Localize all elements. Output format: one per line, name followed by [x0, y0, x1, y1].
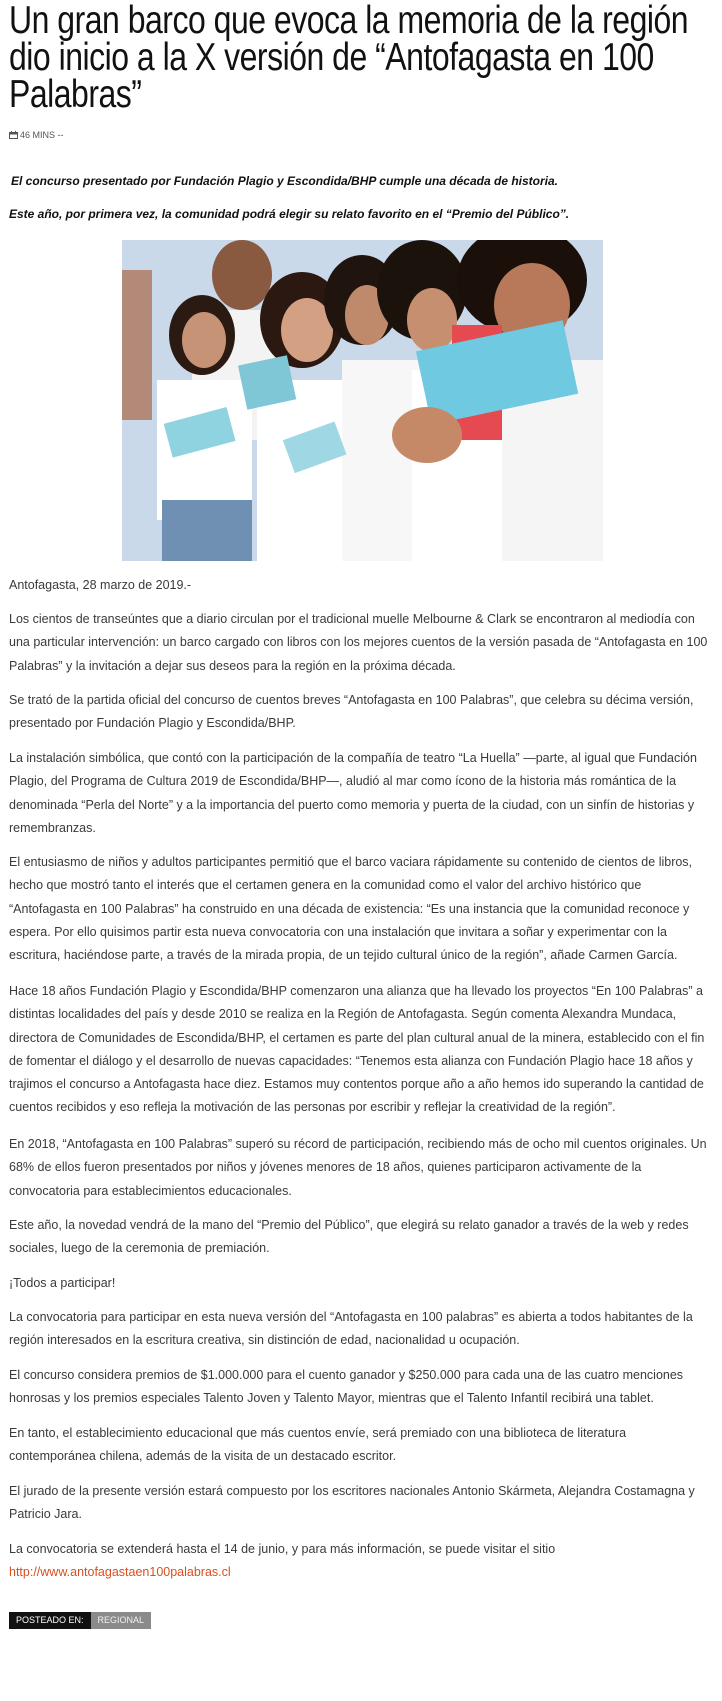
paragraph-text: La convocatoria se extenderá hasta el 14 de junio, y para más información, se puede visitar el sitio: [9, 1542, 556, 1556]
lead-paragraph-1: El concurso presentado por Fundación Plagio y Escondida/BHP cumple una década de historia.: [11, 174, 558, 188]
article-paragraph: ¡Todos a participar!: [9, 1276, 116, 1290]
article-title: Un gran barco que evoca la memoria de la región dio inicio a la X versión de “Antofagasta en 100 Palabras”: [9, 0, 689, 116]
article-paragraph: La instalación simbólica, que contó con la participación de la compañía de teatro “La Huella” —parte, al igual que Fundación Plagio, del Programa de Cultura 2019 de Escondida/BHP—, aludió al mar como ícono de la historia más romántica de la denominada “Perla del Norte” y a la importancia del puerto como memoria y puerta de la ciudad, con un sinfín de historias y remembranzas.: [9, 751, 697, 835]
article-paragraph: Este año, la novedad vendrá de la mano del “Premio del Público”, que elegirá su relato ganador a través de la web y redes sociales, luego de la ceremonia de premiación.: [9, 1218, 689, 1256]
article-paragraph: La convocatoria para participar en esta nueva versión del “Antofagasta en 100 palabras” es abierta a todos habitantes de la región interesados en la escritura creativa, sin distinción de edad, nacionalidad u ocupación.: [9, 1310, 693, 1348]
article-paragraph: El jurado de la presente versión estará compuesto por los escritores nacionales Antonio Skármeta, Alejandra Costamagna y Patricio Jara.: [9, 1484, 695, 1522]
calendar-icon: [9, 131, 18, 139]
article-paragraph: Se trató de la partida oficial del concurso de cuentos breves “Antofagasta en 100 Palabras”, que celebra su décima versión, presentado por Fundación Plagio y Escondida/BHP.: [9, 693, 694, 731]
lead-paragraph-2: Este año, por primera vez, la comunidad podrá elegir su relato favorito en el “Premio del Público”.: [9, 207, 570, 221]
post-tags: [9, 1612, 151, 1629]
article-photo: [122, 240, 603, 561]
article-paragraph: Los cientos de transeúntes que a diario circulan por el tradicional muelle Melbourne & Clark se encontraron al mediodía con una particular intervención: un barco cargado con libros con los mejores cuentos de la versión pasada de “Antofagasta en 100 Palabras” y la invitación a dejar sus deseos para la región en la próxima década.: [9, 612, 708, 673]
article-paragraph: [9, 1538, 709, 1585]
category-tag-regional[interactable]: REGIONAL: [91, 1612, 152, 1629]
article-paragraph: En 2018, “Antofagasta en 100 Palabras” superó su récord de participación, recibiendo más de ocho mil cuentos originales. Un 68% de ellos fueron presentados por niños y jóvenes menores de 18 años, quienes participaron activamente de la convocatoria para establecimientos educacionales.: [9, 1137, 707, 1198]
article-paragraph: El concurso considera premios de $1.000.000 para el cuento ganador y $250.000 para cada una de las cuatro menciones honrosas y los premios especiales Talento Joven y Talento Mayor, mientras que el Talento Infantil recibirá una tablet.: [9, 1368, 684, 1406]
posted-in-label: POSTEADO EN:: [9, 1612, 91, 1629]
article-paragraph: El entusiasmo de niños y adultos participantes permitió que el barco vaciara rápidamente su contenido de cientos de libros, hecho que mostró tanto el interés que el certamen genera en la comunidad como el valor del archivo histórico que “Antofagasta en 100 Palabras” ha construido en una década de existencia: “Es una instancia que la comunidad reconoce y espera. Por ello quisimos partir esta nueva convocatoria con una instalación que invitara a soñar y experimentar con la escritura, haciéndose parte, a través de la mirada propia, de un tejido cultural único de la región”, añade Carmen García.: [9, 855, 693, 963]
article-time: 46 MINS --: [20, 130, 64, 140]
website-link[interactable]: http://www.antofagastaen100palabras.cl: [9, 1565, 231, 1580]
article-paragraph: En tanto, el establecimiento educacional que más cuentos envíe, será premiado con una biblioteca de literatura contemporánea chilena, además de la visita de un destacado escritor.: [9, 1426, 627, 1464]
article-paragraph: Hace 18 años Fundación Plagio y Escondida/BHP comenzaron una alianza que ha llevado los proyectos “En 100 Palabras” a distintas localidades del país y desde 2010 se realiza en la Región de Antofagasta. Según comenta Alexandra Mundaca, directora de Comunidades de Escondida/BHP, el certamen es parte del plan cultural anual de la minera, establecido con el fin de fomentar el diálogo y el desarrollo de nuevas capacidades: “Tenemos esta alianza con Fundación Plagio hace 18 años y trajimos el concurso a Antofagasta hace diez. Estamos muy contentos porque año a año hemos ido superando la cantidad de cuentos recibidos y eso refleja la motivación de las personas por escribir y reflejar la creatividad de la región”.: [9, 984, 705, 1115]
article-paragraph: Antofagasta, 28 marzo de 2019.-: [9, 578, 192, 592]
article-meta: [9, 130, 64, 140]
